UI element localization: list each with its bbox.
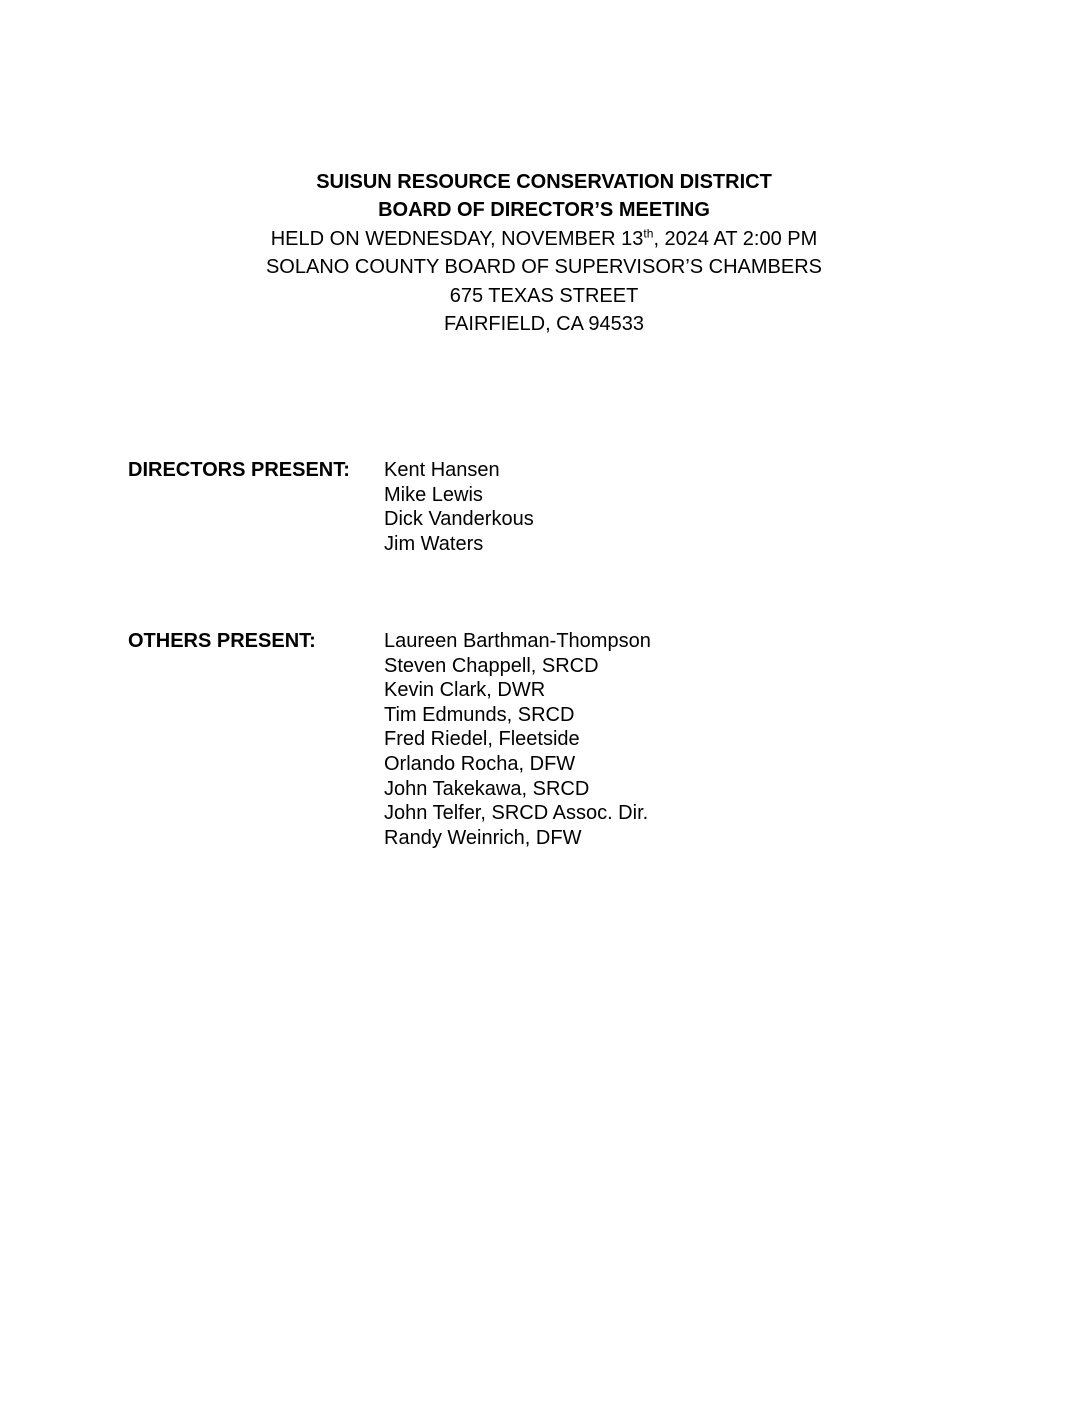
attendee-name: Fred Riedel, Fleetside <box>384 728 580 751</box>
others-present-label: OTHERS PRESENT: <box>128 630 316 652</box>
meeting-venue: SOLANO COUNTY BOARD OF SUPERVISOR’S CHAMBERS <box>265 256 823 279</box>
director-name: Kent Hansen <box>384 459 500 481</box>
attendee-name: John Telfer, SRCD Assoc. Dir. <box>384 802 649 825</box>
director-name: Mike Lewis <box>384 483 483 506</box>
attendee-name: Orlando Rocha, DFW <box>384 752 576 775</box>
date-ordinal-suffix: th <box>643 226 654 241</box>
directors-list <box>384 458 534 556</box>
others-list <box>384 629 651 850</box>
organization-name: SUISUN RESOURCE CONSERVATION DISTRICT <box>316 171 772 193</box>
attendee-name: Kevin Clark, DWR <box>384 679 546 702</box>
director-name: Dick Vanderkous <box>384 508 534 531</box>
attendee-name: John Takekawa, SRCD <box>384 777 590 800</box>
attendee-name: Laureen Barthman-Thompson <box>384 630 651 652</box>
director-name: Jim Waters <box>384 532 484 555</box>
meeting-title: BOARD OF DIRECTOR’S MEETING <box>378 199 710 222</box>
meeting-street-address: 675 TEXAS STREET <box>449 284 639 307</box>
directors-present-label: DIRECTORS PRESENT: <box>128 459 350 481</box>
meeting-date-suffix: , 2024 AT 2:00 PM <box>653 227 818 250</box>
meeting-date-line <box>0 225 1088 253</box>
meeting-header <box>0 168 1088 338</box>
meeting-date-prefix: HELD ON WEDNESDAY, NOVEMBER 13 <box>270 227 644 250</box>
attendee-name: Tim Edmunds, SRCD <box>384 703 575 726</box>
attendee-name: Steven Chappell, SRCD <box>384 654 599 677</box>
meeting-city: FAIRFIELD, CA 94533 <box>443 313 645 336</box>
attendee-name: Randy Weinrich, DFW <box>384 826 582 849</box>
